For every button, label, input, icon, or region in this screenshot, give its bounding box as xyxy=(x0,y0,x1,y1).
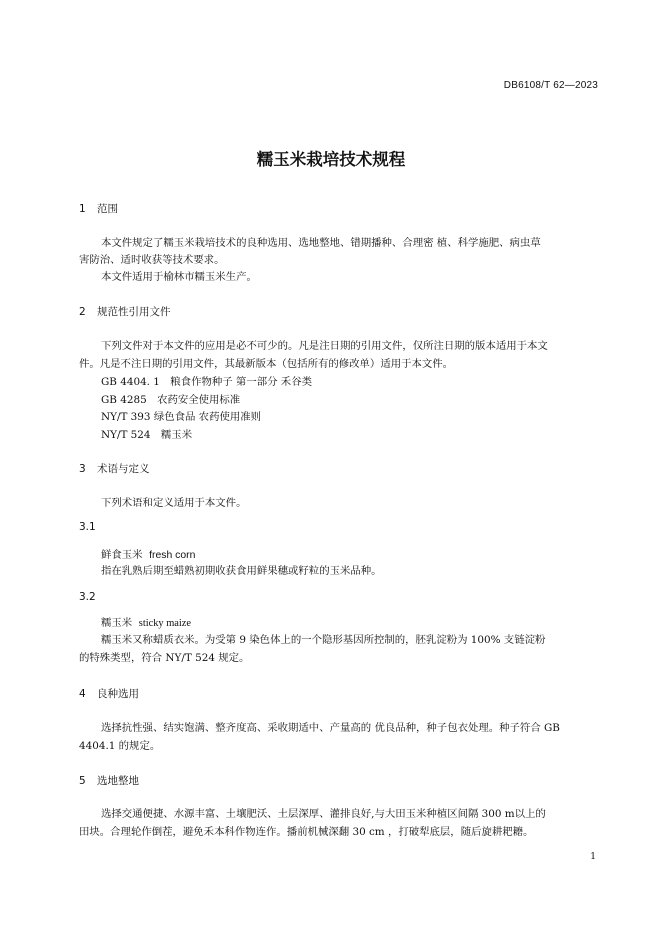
term-english: fresh corn xyxy=(149,550,196,561)
term-number: 3.2 xyxy=(79,591,96,603)
section-title: 术语与定义 xyxy=(97,463,150,475)
section-number: 5 xyxy=(79,775,86,787)
paragraph-line: 田块。合理轮作倒茬，避免禾本科作物连作。播前机械深翻 30 cm ，打破犁底层，随后旋耕耙耱。 xyxy=(79,826,534,838)
term-definition-line: 糯玉米又称蜡质衣米。为受第 9 染色体上的一个隐形基因所控制的，胚乳淀粉为 100% 支链淀粉 xyxy=(101,634,546,646)
paragraph-line: 本文件适用于榆林市糯玉米生产。 xyxy=(101,271,257,283)
reference-item: GB 4285 农药安全使用标准 xyxy=(101,394,241,406)
paragraph-line: 4404.1 的规定。 xyxy=(79,740,161,752)
section-number: 1 xyxy=(79,203,86,215)
section-title: 选地整地 xyxy=(97,775,139,787)
term-heading xyxy=(101,546,195,561)
document-number: DB6108/T 62—2023 xyxy=(503,80,598,91)
page-number: 1 xyxy=(590,852,596,862)
term-chinese: 糯玉米 xyxy=(101,617,133,629)
section-heading-variety-selection xyxy=(79,686,139,701)
paragraph-line: 选择交通便捷、水源丰富、土壤肥沃、土层深厚、灌排良好,与大田玉米种植区间隔 300 m以上的 xyxy=(101,808,546,820)
reference-item: NY/T 393 绿色食品 农药使用准则 xyxy=(101,411,262,423)
reference-item: GB 4404. 1 粮食作物种子 第一部分 禾谷类 xyxy=(101,376,312,388)
section-number: 2 xyxy=(79,306,86,318)
section-heading-site-preparation xyxy=(79,773,139,788)
term-definition: 指在乳熟后期至蜡熟初期收获食用鲜果穗或籽粒的玉米品种。 xyxy=(101,565,382,577)
term-english: sticky maize xyxy=(138,618,192,629)
paragraph-line: 下列术语和定义适用于本文件。 xyxy=(101,497,247,509)
term-heading xyxy=(101,614,191,629)
term-chinese: 鲜食玉米 xyxy=(101,549,143,561)
section-heading-normative-references xyxy=(79,304,171,319)
term-number: 3.1 xyxy=(79,521,96,533)
paragraph-line: 选择抗性强、结实饱满、整齐度高、采收期适中、产量高的 优良品种，种子包衣处理。种子符合 GB xyxy=(101,722,560,734)
page-title: 糯玉米栽培技术规程 xyxy=(256,150,406,169)
section-title: 规范性引用文件 xyxy=(97,306,171,318)
term-definition-line: 的特殊类型，符合 NY/T 524 规定。 xyxy=(79,652,250,664)
section-title: 良种选用 xyxy=(97,688,139,700)
section-number: 3 xyxy=(79,463,86,475)
section-heading-terms xyxy=(79,461,150,476)
section-heading-scope xyxy=(79,201,118,216)
section-number: 4 xyxy=(79,688,86,700)
paragraph-line: 件。凡是不注日期的引用文件，其最新版本（包括所有的修改单）适用于本文件。 xyxy=(79,358,454,370)
paragraph-line: 害防治、适时收获等技术要求。 xyxy=(79,254,225,266)
reference-item: NY/T 524 糯玉米 xyxy=(101,429,193,441)
paragraph-line: 本文件规定了糯玉米栽培技术的良种选用、选地整地、错期播种、合理密 植、科学施肥、病虫草 xyxy=(101,237,541,249)
paragraph-line: 下列文件对于本文件的应用是必不可少的。凡是注日期的引用文件，仅所注日期的版本适用于本文 xyxy=(101,340,548,352)
section-title: 范围 xyxy=(97,203,118,215)
